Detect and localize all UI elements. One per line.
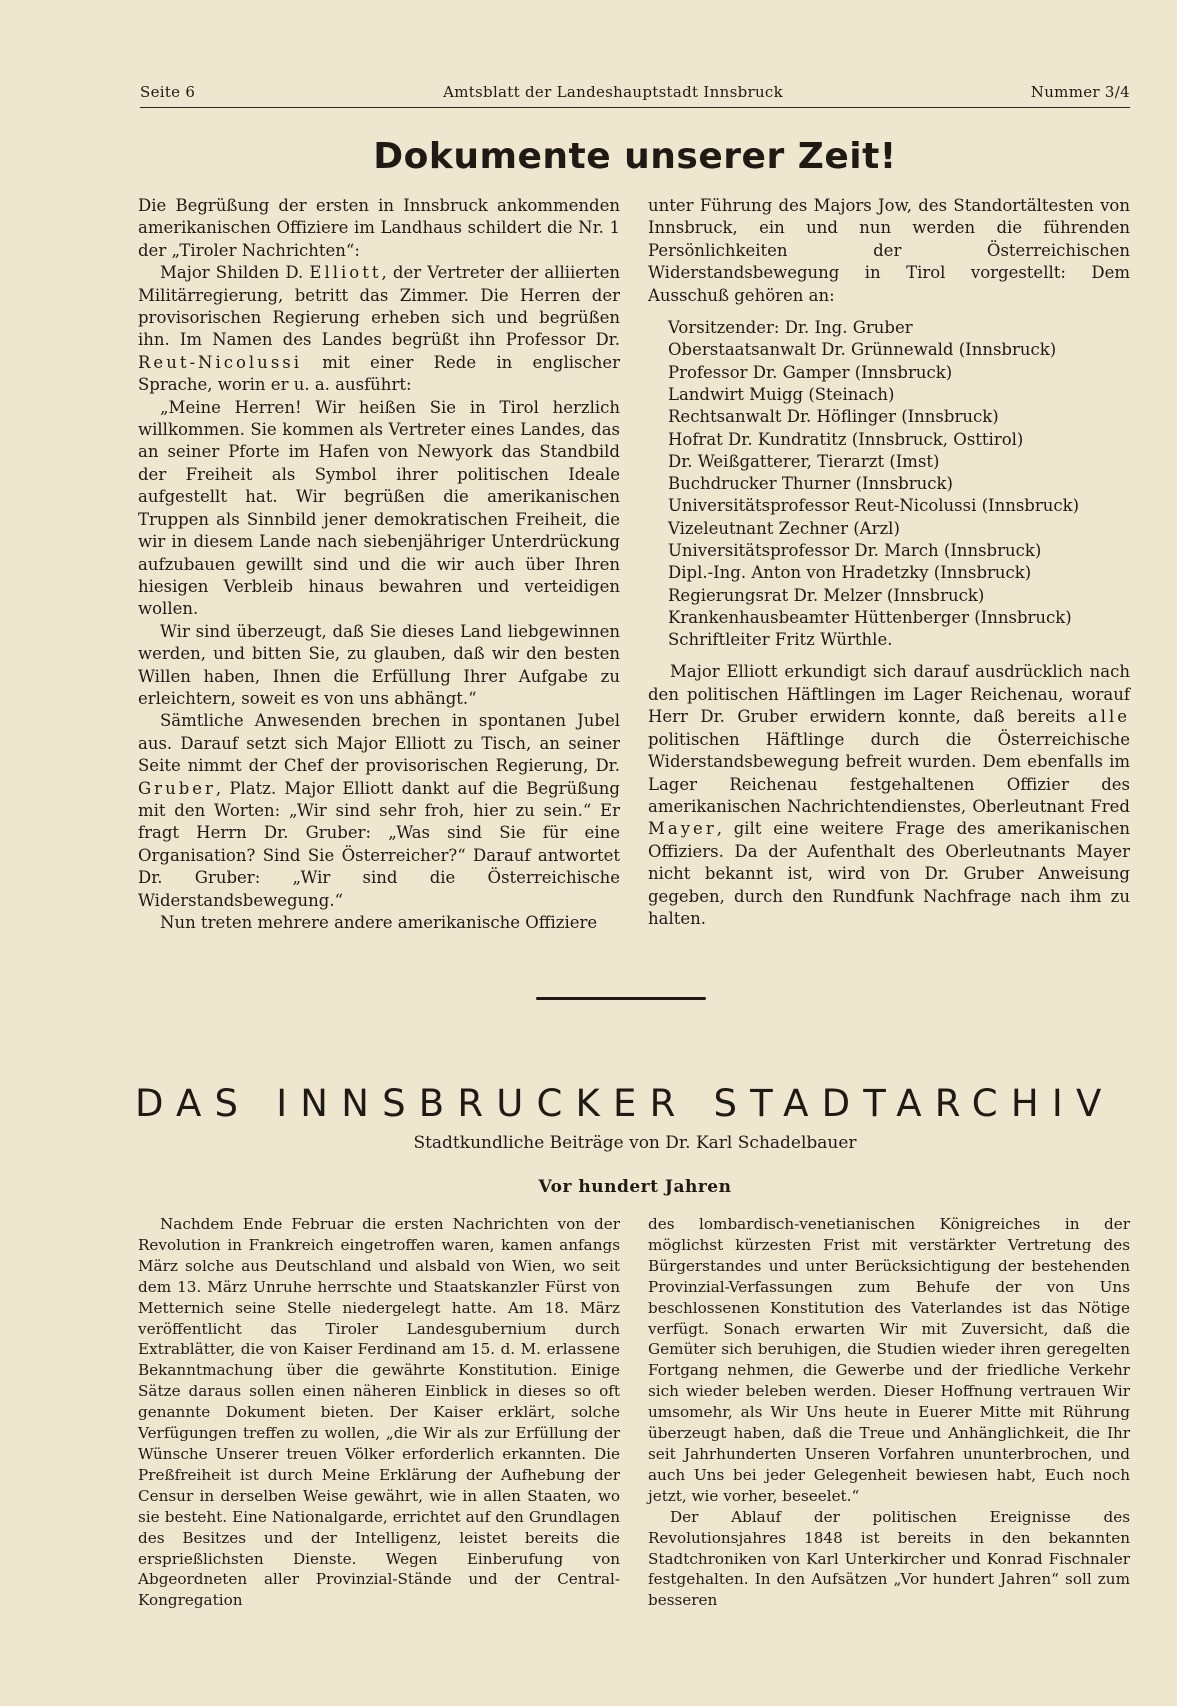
list-item: Professor Dr. Gamper (Innsbruck) <box>668 362 953 382</box>
paragraph: Sämtliche Anwesenden brechen in spontanen Jubel aus. Darauf setzt sich Major Elliott zu Tisch, an seiner Seite nimmt der Chef der provisorischen Regierung, Dr. Gruber, Platz. Major Elliott dankt auf die Begrüßung mit den Worten: „Wir sind sehr froh, hier zu sein.“ Er fragt Herrn Dr. Gruber: „Was sind Sie für eine Organisation? Sind Sie Österreicher?“ Darauf antwortet Dr. Gruber: „Wir sind die Österreichische Widerstandsbewegung.“ <box>138 711 620 910</box>
paragraph: Nun treten mehrere andere amerikanische Offiziere <box>160 913 598 932</box>
list-item: Regierungsrat Dr. Melzer (Innsbruck) <box>668 585 985 605</box>
article-right-column <box>648 195 1130 930</box>
page-header <box>140 83 1130 101</box>
list-item: Hofrat Dr. Kundratitz (Innsbruck, Osttirol) <box>668 429 1024 449</box>
archive-right-column <box>648 1214 1130 1611</box>
article-left-column <box>138 195 620 934</box>
list-item: Vorsitzender: Dr. Ing. Gruber <box>668 318 913 338</box>
paragraph: Nachdem Ende Februar die ersten Nachrichten von der Revolution in Frankreich eingetroffen waren, kamen anfangs März solche aus Deutschland und alsbald von Wien, wo seit dem 13. März Unruhe herrschte und Staatskanzler Fürst von Metternich seine Stelle niedergelegt hatte. Am 18. März veröffentlicht das Tiroler Landesgubernium durch Extrablätter, die von Kaiser Ferdinand am 15. d. M. erlassene Bekanntmachung über die gewährte Konstitution. Einige Sätze daraus sollen einen näheren Einblick in dieses so oft genannte Dokument bieten. Der Kaiser erklärt, solche Verfügungen treffen zu wollen, „die Wir als zur Erfüllung der Wünsche Unserer treuen Völker erforderlich erkannten. Die Preßfreiheit ist durch Meine Erklärung der Aufhebung der Censur in derselben Weise gewährt, wie in allen Staaten, wo sie besteht. Eine Nationalgarde, errichtet auf den Grundlagen des Besitzes und der Intelligenz, leistet bereits die ersprießlichsten Dienste. Wegen Einberufung von Abgeordneten aller Provinzial-Stände und der Central-Kongregation <box>138 1215 620 1610</box>
list-item: Universitätsprofessor Dr. March (Innsbruck) <box>668 541 1042 560</box>
section-title: DAS INNSBRUCKER STADTARCHIV <box>135 1082 1115 1125</box>
paragraph: unter Führung des Majors Jow, des Standortältesten von Innsbruck, ein und nun werden die führenden Persönlichkeiten der Österreichischen Widerstandsbewegung in Tirol vorgestellt: Dem Ausschuß gehören an: <box>648 196 1130 305</box>
section-subtitle: Stadtkundliche Beiträge von Dr. Karl Schadelbauer <box>413 1133 857 1153</box>
list-item: Rechtsanwalt Dr. Höflinger (Innsbruck) <box>668 407 999 427</box>
list-item: Dr. Weißgatterer, Tierarzt (Imst) <box>668 451 940 471</box>
paragraph: Die Begrüßung der ersten in Innsbruck ankommenden amerikanischen Offiziere im Landhaus schildert die Nr. 1 der „Tiroler Nachrichten“: <box>138 196 620 260</box>
list-item: Vizeleutnant Zechner (Arzl) <box>668 518 900 538</box>
paragraph: des lombardisch-venetianischen Königreiches in der möglichst kürzesten Frist mit verstärkter Vertretung des Bürgerstandes und unter Berücksichtigung der bestehenden Provinzial-Verfassungen zum Behufe der von Uns beschlossenen Konstitution des Vaterlandes ist das Nötige verfügt. Sonach erwarten Wir mit Zuversicht, daß die Gemüter sich beruhigen, die Studien wieder ihren geregelten Fortgang nehmen, die Gewerbe und der friedliche Verkehr sich wieder beleben werden. Dieser Hoffnung vertrauen Wir umsomehr, als Wir Uns heute in Euerer Mitte mit Rührung überzeugt haben, daß die Treue und Anhänglichkeit, die Ihr seit Jahrhunderten Unseren Vorfahren ununterbrochen, und auch Uns bei jeder Gelegenheit bewiesen habt, Euch noch jetzt, wie vorher, beseelet.“ <box>648 1215 1130 1505</box>
list-item: Landwirt Muigg (Steinach) <box>668 384 895 404</box>
list-item: Krankenhausbeamter Hüttenberger (Innsbruck) <box>668 607 1072 627</box>
list-item: Schriftleiter Fritz Würthle. <box>668 630 893 650</box>
paragraph: Major Elliott erkundigt sich darauf ausdrücklich nach den politischen Häftlingen im Lager Reichenau, worauf Herr Dr. Gruber erwidern konnte, daß bereits alle politischen Häftlinge durch die Österreichische Widerstandsbewegung befreit wurden. Dem ebenfalls im Lager Reichenau festgehaltenen Offizier des amerikanischen Nachrichtendienstes, Oberleutnant Fred Mayer, gilt eine weitere Frage des amerikanischen Offiziers. Da der Aufenthalt des Oberleutnants Mayer nicht bekannt ist, wird von Dr. Gruber Anweisung gegeben, durch den Rundfunk Nachfrage nach ihm zu halten. <box>648 662 1130 928</box>
header-rule <box>140 107 1130 108</box>
archive-left-column <box>138 1214 620 1611</box>
list-item: Buchdrucker Thurner (Innsbruck) <box>668 474 953 494</box>
paragraph: Major Shilden D. Elliott, der Vertreter der alliierten Militärregierung, betritt das Zimmer. Die Herren der provisorischen Regierung erheben sich und begrüßen ihn. Im Namen des Landes begrüßt ihn Professor Dr. Reut-Nicolussi mit einer Rede in englischer Sprache, worin er u. a. ausführt: <box>138 263 620 395</box>
list-item: Dipl.-Ing. Anton von Hradetzky (Innsbruck) <box>668 563 1032 583</box>
committee-list <box>668 317 1130 651</box>
paragraph: Wir sind überzeugt, daß Sie dieses Land liebgewinnen werden, und bitten Sie, zu glauben, daß wir den besten Willen haben, Ihnen die Erfüllung Ihrer Aufgabe zu erleichtern, soweit es von uns abhängt.“ <box>138 621 620 708</box>
list-item: Universitätsprofessor Reut-Nicolussi (Innsbruck) <box>668 496 1080 516</box>
paragraph: „Meine Herren! Wir heißen Sie in Tirol herzlich willkommen. Sie kommen als Vertreter eines Landes, das an seiner Pforte im Hafen von Newyork das Standbild der Freiheit als Symbol ihrer politischen Ideale aufgestellt hat. Wir begrüßen die amerikanischen Truppen als Sinnbild jener demokratischen Freiheit, die wir in diesem Lande nach siebenjähriger Unterdrückung aufzubauen gewillt sind und die wir auch über Ihren hiesigen Verbleib hinaus bewahren und verteidigen wollen. <box>138 397 620 619</box>
paragraph: Der Ablauf der politischen Ereignisse des Revolutionsjahres 1848 ist bereits in den bekannten Stadtchroniken von Karl Unterkircher und Konrad Fischnaler festgehalten. In den Aufsätzen „Vor hundert Jahren“ soll zum besseren <box>648 1507 1130 1610</box>
article-title: Dokumente unserer Zeit! <box>373 136 897 177</box>
article-heading: Vor hundert Jahren <box>538 1177 732 1197</box>
issue-number: Nummer 3/4 <box>1030 83 1130 101</box>
page-number: Seite 6 <box>140 83 196 101</box>
section-divider <box>536 997 706 1000</box>
list-item: Oberstaatsanwalt Dr. Grünnewald (Innsbruck) <box>668 340 1057 360</box>
publication-title: Amtsblatt der Landeshauptstadt Innsbruck <box>443 83 783 101</box>
